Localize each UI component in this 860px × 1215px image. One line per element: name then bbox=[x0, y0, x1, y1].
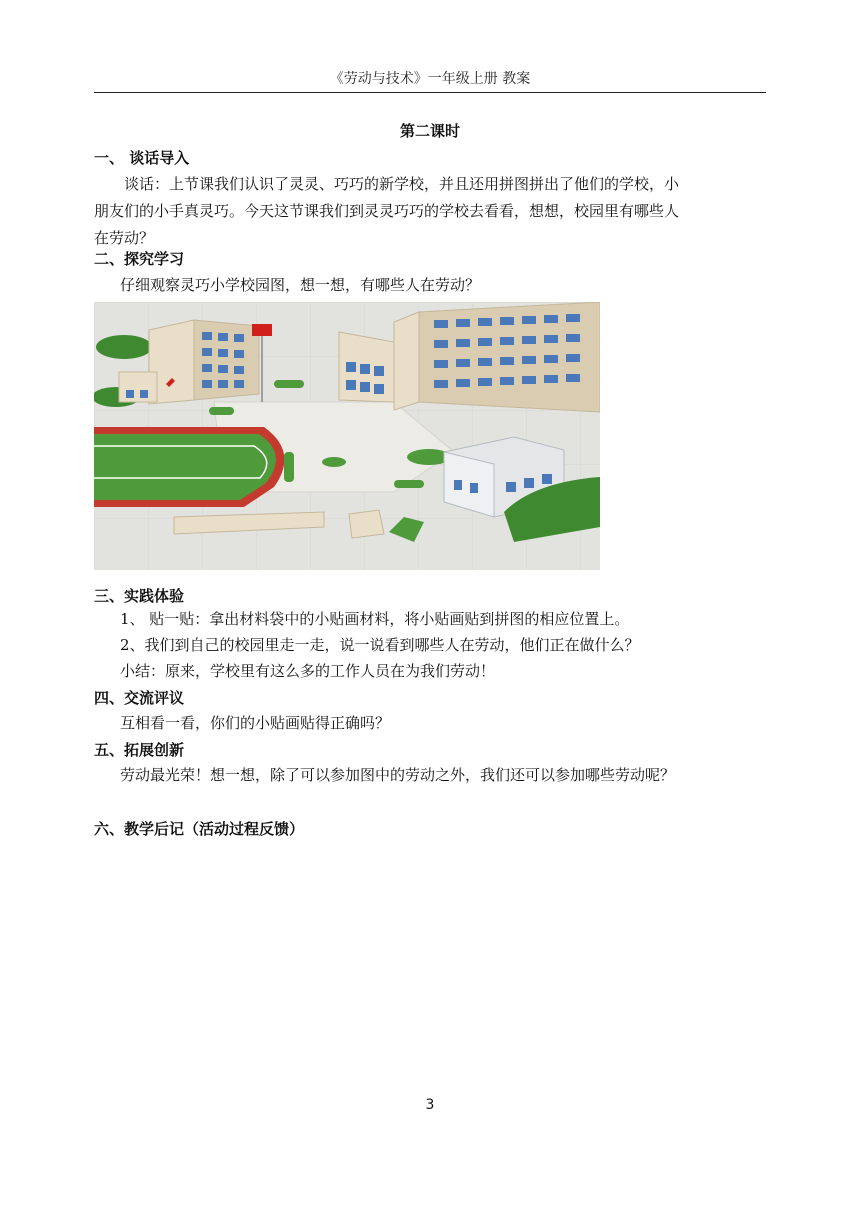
guard-room-drawing bbox=[349, 510, 384, 538]
section-heading-extension: 五、拓展创新 bbox=[94, 741, 185, 759]
explore-paragraph: 仔细观察灵巧小学校园图，想一想，有哪些人在劳动？ bbox=[120, 276, 481, 294]
section-heading-intro: 一、 谈话导入 bbox=[94, 149, 190, 167]
extension-paragraph: 劳动最光荣！想一想，除了可以参加图中的劳动之外，我们还可以参加哪些劳动呢？ bbox=[120, 766, 676, 784]
header-rule bbox=[94, 92, 766, 93]
lesson-title: 第二课时 bbox=[399, 122, 460, 140]
section-heading-practice: 三、实践体验 bbox=[94, 587, 185, 605]
teaching-building-drawing bbox=[394, 302, 600, 412]
page-header: 《劳动与技术》一年级上册 教案 bbox=[329, 71, 531, 87]
intro-line-3: 在劳动？ bbox=[94, 229, 155, 247]
page-number: 3 bbox=[425, 1097, 435, 1113]
intro-line-1: 谈话：上节课我们认识了灵灵、巧巧的新学校，并且还用拼图拼出了他们的学校，小 bbox=[124, 175, 680, 193]
campus-map-image bbox=[94, 302, 600, 570]
section-heading-explore: 二、探究学习 bbox=[94, 250, 185, 268]
section-heading-review: 四、交流评议 bbox=[94, 689, 185, 707]
section-heading-notes: 六、教学后记（活动过程反馈） bbox=[94, 820, 305, 838]
practice-summary: 小结：原来，学校里有这么多的工作人员在为我们劳动！ bbox=[120, 662, 496, 680]
review-paragraph: 互相看一看，你们的小贴画贴得正确吗？ bbox=[120, 714, 391, 732]
practice-item-1: 1、 贴一贴：拿出材料袋中的小贴画材料，将小贴画贴到拼图的相应位置上。 bbox=[120, 610, 630, 628]
practice-item-2: 2、我们到自己的校园里走一走，说一说看到哪些人在劳动，他们正在做什么？ bbox=[120, 636, 640, 654]
intro-line-2: 朋友们的小手真灵巧。今天这节课我们到灵灵巧巧的学校去看看，想想，校园里有哪些人 bbox=[94, 202, 680, 220]
intro-paragraph bbox=[94, 171, 766, 252]
library-building-drawing bbox=[339, 332, 394, 402]
flag-icon bbox=[252, 324, 272, 336]
